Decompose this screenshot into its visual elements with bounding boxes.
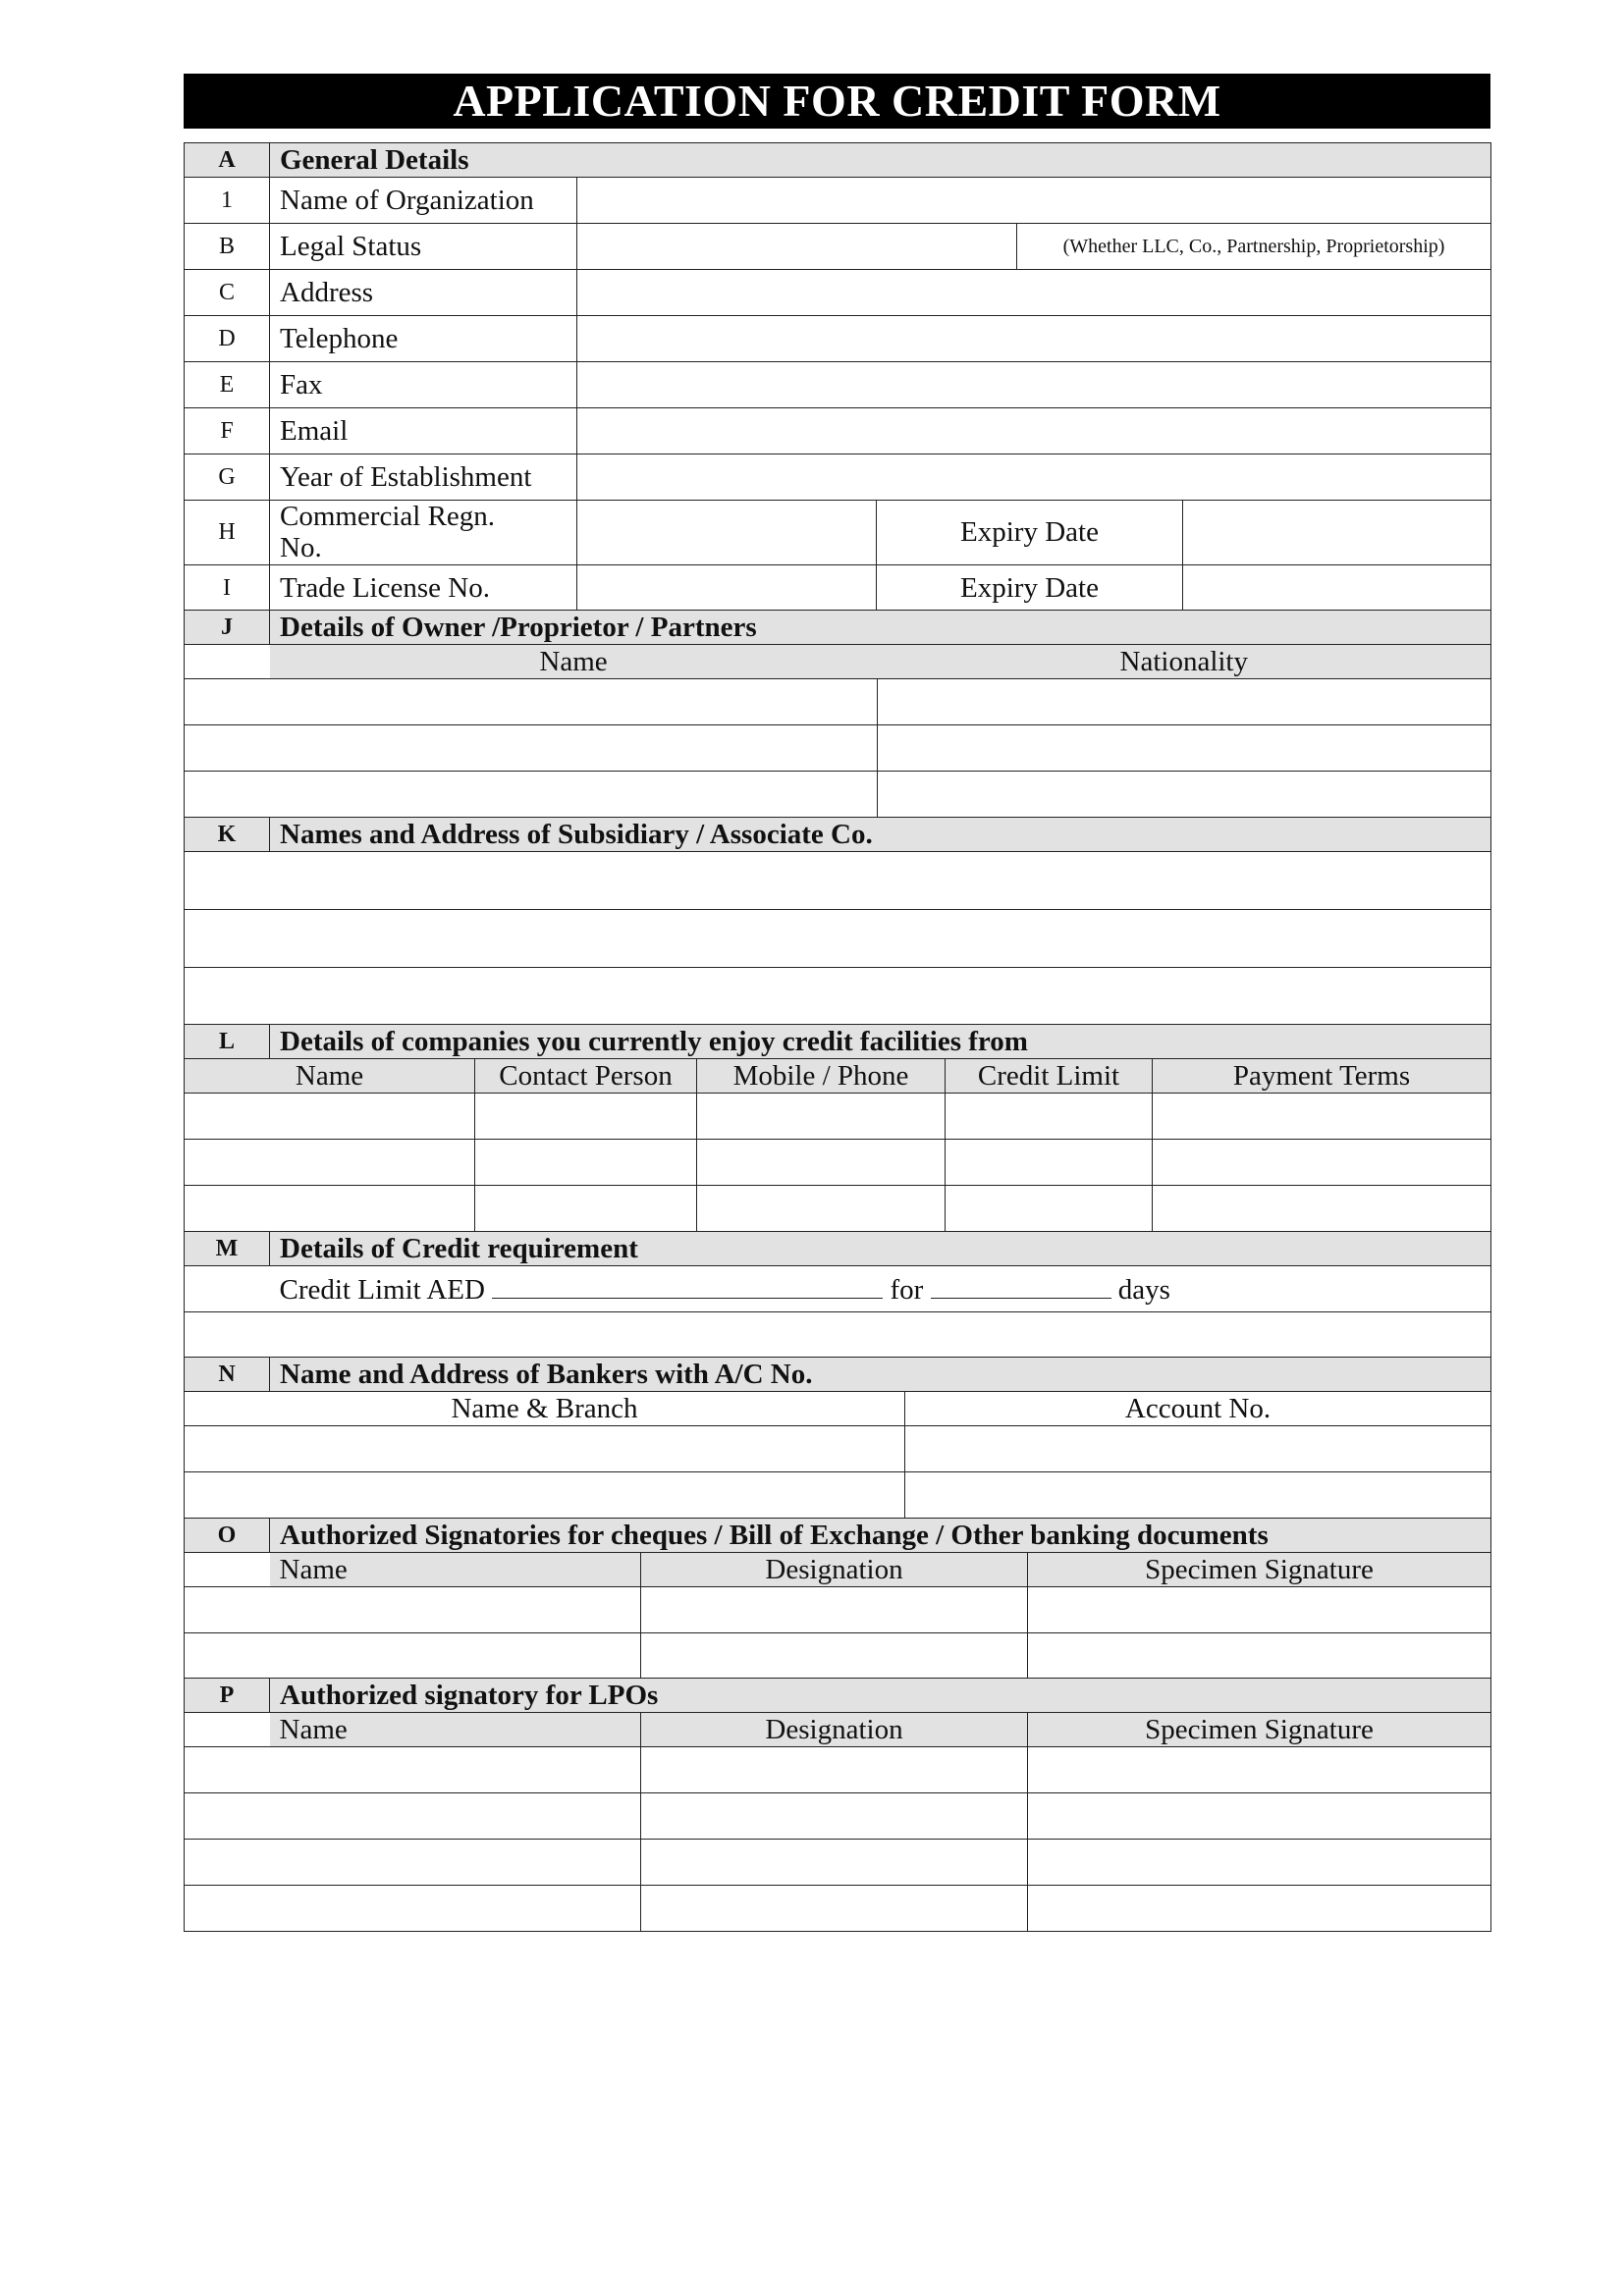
table-row [185, 1840, 1491, 1886]
field-label: Legal Status [270, 224, 577, 270]
section-title: Name and Address of Bankers with A/C No. [270, 1358, 1491, 1392]
table-row [185, 967, 1491, 1025]
section-code: A [185, 143, 270, 178]
table-row [185, 1140, 1491, 1186]
fax-field[interactable] [577, 362, 1491, 408]
contact-person-cell[interactable] [475, 1186, 697, 1232]
field-row-commercial-regn [185, 501, 1491, 565]
section-header-bankers [185, 1358, 1491, 1392]
section-header-general [185, 143, 1491, 178]
table-row [185, 851, 1491, 909]
credit-facilities-table [184, 1024, 1491, 1232]
field-label: Year of Establishment [270, 454, 577, 501]
section-header-credit-requirement [185, 1231, 1491, 1265]
lpo-signatory-name-cell[interactable] [185, 1840, 641, 1886]
legal-status-note: (Whether LLC, Co., Partnership, Proprietorship) [1017, 224, 1491, 270]
field-row-organization [185, 178, 1491, 224]
company-name-cell[interactable] [185, 1140, 475, 1186]
section-header-subsidiary [185, 817, 1491, 851]
for-label: for [890, 1273, 924, 1306]
row-code: D [185, 316, 270, 362]
account-no-cell[interactable] [905, 1426, 1491, 1472]
field-row-email [185, 408, 1491, 454]
credit-limit-label: Credit Limit AED [279, 1273, 485, 1306]
subsidiary-entry-cell[interactable] [185, 909, 1491, 967]
column-header-specimen-signature: Specimen Signature [1028, 1713, 1491, 1747]
row-code: 1 [185, 178, 270, 224]
section-title: Details of Credit requirement [270, 1231, 1491, 1265]
field-label: Trade License No. [270, 564, 577, 611]
commercial-regn-field[interactable] [577, 501, 877, 565]
bank-name-branch-cell[interactable] [185, 1426, 905, 1472]
field-row-year [185, 454, 1491, 501]
section-code: J [185, 611, 270, 645]
subsidiary-table [184, 817, 1491, 1026]
field-row-fax [185, 362, 1491, 408]
section-code: L [185, 1025, 270, 1059]
section-title: General Details [270, 143, 1491, 178]
address-field[interactable] [577, 270, 1491, 316]
column-header-account-no: Account No. [905, 1392, 1491, 1426]
field-label: Email [270, 408, 577, 454]
email-field[interactable] [577, 408, 1491, 454]
owner-name-cell[interactable] [185, 679, 878, 725]
credit-days-blank[interactable] [931, 1272, 1111, 1299]
year-of-establishment-field[interactable] [577, 454, 1491, 501]
bank-name-branch-cell[interactable] [185, 1472, 905, 1519]
field-label: Fax [270, 362, 577, 408]
section-title: Details of companies you currently enjoy credit facilities from [270, 1025, 1491, 1059]
owner-nationality-cell[interactable] [878, 772, 1491, 818]
mobile-phone-cell[interactable] [697, 1094, 946, 1140]
section-header-signatories [185, 1518, 1491, 1552]
row-code: H [185, 501, 270, 565]
expiry-date-label: Expiry Date [877, 501, 1183, 565]
lpo-signatory-designation-cell[interactable] [641, 1747, 1028, 1793]
column-header-row [185, 645, 1491, 679]
trade-license-field[interactable] [577, 564, 877, 611]
signatory-name-cell[interactable] [185, 1586, 641, 1632]
credit-limit-cell[interactable] [946, 1140, 1153, 1186]
lpo-specimen-signature-cell[interactable] [1028, 1886, 1491, 1932]
lpo-specimen-signature-cell[interactable] [1028, 1840, 1491, 1886]
lpo-specimen-signature-cell[interactable] [1028, 1747, 1491, 1793]
credit-application-form [184, 142, 1490, 1932]
field-row-address [185, 270, 1491, 316]
organization-name-field[interactable] [577, 178, 1491, 224]
lpo-specimen-signature-cell[interactable] [1028, 1793, 1491, 1840]
contact-person-cell[interactable] [475, 1094, 697, 1140]
owner-name-cell[interactable] [185, 772, 878, 818]
table-row [185, 1186, 1491, 1232]
column-header-row [185, 1713, 1491, 1747]
table-row [185, 1747, 1491, 1793]
page-title: APPLICATION FOR CREDIT FORM [184, 74, 1490, 129]
table-row [185, 1632, 1491, 1679]
trade-license-expiry-field[interactable] [1183, 564, 1491, 611]
signatory-name-cell[interactable] [185, 1632, 641, 1679]
section-code: O [185, 1518, 270, 1552]
row-code: G [185, 454, 270, 501]
column-header-name: Name [270, 1552, 641, 1586]
field-row-telephone [185, 316, 1491, 362]
lpo-signatory-name-cell[interactable] [185, 1747, 641, 1793]
column-header-specimen-signature: Specimen Signature [1028, 1552, 1491, 1586]
column-header-payment-terms: Payment Terms [1153, 1059, 1491, 1094]
row-code: B [185, 224, 270, 270]
lpo-signatory-name-cell[interactable] [185, 1793, 641, 1840]
section-title: Authorized Signatories for cheques / Bill of Exchange / Other banking documents [270, 1518, 1491, 1552]
column-header-row [185, 1552, 1491, 1586]
telephone-field[interactable] [577, 316, 1491, 362]
lpo-signatory-name-cell[interactable] [185, 1886, 641, 1932]
owner-name-cell[interactable] [185, 725, 878, 772]
mobile-phone-cell[interactable] [697, 1140, 946, 1186]
column-header-name: Name [185, 1059, 475, 1094]
section-header-owners [185, 611, 1491, 645]
section-code: P [185, 1679, 270, 1713]
specimen-signature-cell[interactable] [1028, 1632, 1491, 1679]
lpo-signatory-designation-cell[interactable] [641, 1793, 1028, 1840]
owner-nationality-cell[interactable] [878, 725, 1491, 772]
signatory-designation-cell[interactable] [641, 1586, 1028, 1632]
credit-limit-cell[interactable] [946, 1186, 1153, 1232]
field-row-trade-license [185, 564, 1491, 611]
table-row [185, 725, 1491, 772]
section-code: K [185, 817, 270, 851]
owner-nationality-cell[interactable] [878, 679, 1491, 725]
column-header-nationality: Nationality [878, 645, 1491, 679]
section-title: Authorized signatory for LPOs [270, 1679, 1491, 1713]
column-header-row [185, 1392, 1491, 1426]
lpo-signatory-designation-cell[interactable] [641, 1886, 1028, 1932]
section-header-credit-facilities [185, 1025, 1491, 1059]
payment-terms-cell[interactable] [1153, 1140, 1491, 1186]
field-label: Commercial Regn. No. [270, 501, 577, 565]
table-row [185, 1426, 1491, 1472]
lpo-signatory-table [184, 1678, 1491, 1932]
field-label: Name of Organization [270, 178, 577, 224]
table-row [185, 1094, 1491, 1140]
contact-person-cell[interactable] [475, 1140, 697, 1186]
payment-terms-cell[interactable] [1153, 1186, 1491, 1232]
column-header-designation: Designation [641, 1552, 1028, 1586]
section-title: Details of Owner /Proprietor / Partners [270, 611, 1491, 645]
company-name-cell[interactable] [185, 1094, 475, 1140]
table-row [185, 772, 1491, 818]
table-row [185, 679, 1491, 725]
days-label: days [1117, 1273, 1170, 1306]
column-header-name-branch: Name & Branch [185, 1392, 905, 1426]
owners-table [184, 610, 1491, 818]
field-label: Telephone [270, 316, 577, 362]
credit-limit-cell[interactable] [946, 1094, 1153, 1140]
table-row [185, 1586, 1491, 1632]
legal-status-field[interactable] [577, 224, 1017, 270]
column-header-mobile-phone: Mobile / Phone [697, 1059, 946, 1094]
field-label: Address [270, 270, 577, 316]
signatory-designation-cell[interactable] [641, 1632, 1028, 1679]
mobile-phone-cell[interactable] [697, 1186, 946, 1232]
payment-terms-cell[interactable] [1153, 1094, 1491, 1140]
credit-requirement-notes-cell[interactable] [185, 1311, 1491, 1358]
section-header-lpo-signatory [185, 1679, 1491, 1713]
subsidiary-entry-cell[interactable] [185, 851, 1491, 909]
column-header-row [185, 1059, 1491, 1094]
expiry-date-label: Expiry Date [877, 564, 1183, 611]
column-header-name: Name [270, 1713, 641, 1747]
commercial-regn-expiry-field[interactable] [1183, 501, 1491, 565]
column-header-name: Name [270, 645, 878, 679]
general-details-table [184, 142, 1491, 612]
company-name-cell[interactable] [185, 1186, 475, 1232]
column-header-contact-person: Contact Person [475, 1059, 697, 1094]
row-code: I [185, 564, 270, 611]
row-code: E [185, 362, 270, 408]
subsidiary-entry-cell[interactable] [185, 967, 1491, 1025]
credit-limit-row [185, 1265, 1491, 1311]
section-title: Names and Address of Subsidiary / Associate Co. [270, 817, 1491, 851]
field-row-legal-status [185, 224, 1491, 270]
signatories-table [184, 1518, 1491, 1680]
column-header-credit-limit: Credit Limit [946, 1059, 1153, 1094]
credit-requirement-table [184, 1231, 1491, 1359]
row-code: F [185, 408, 270, 454]
table-row [185, 1793, 1491, 1840]
section-code: N [185, 1358, 270, 1392]
row-code: C [185, 270, 270, 316]
bankers-table [184, 1357, 1491, 1519]
table-row [185, 1472, 1491, 1519]
column-header-designation: Designation [641, 1713, 1028, 1747]
table-row [185, 909, 1491, 967]
section-code: M [185, 1231, 270, 1265]
credit-limit-amount-blank[interactable] [492, 1272, 883, 1299]
table-row [185, 1311, 1491, 1358]
account-no-cell[interactable] [905, 1472, 1491, 1519]
table-row [185, 1886, 1491, 1932]
lpo-signatory-designation-cell[interactable] [641, 1840, 1028, 1886]
specimen-signature-cell[interactable] [1028, 1586, 1491, 1632]
